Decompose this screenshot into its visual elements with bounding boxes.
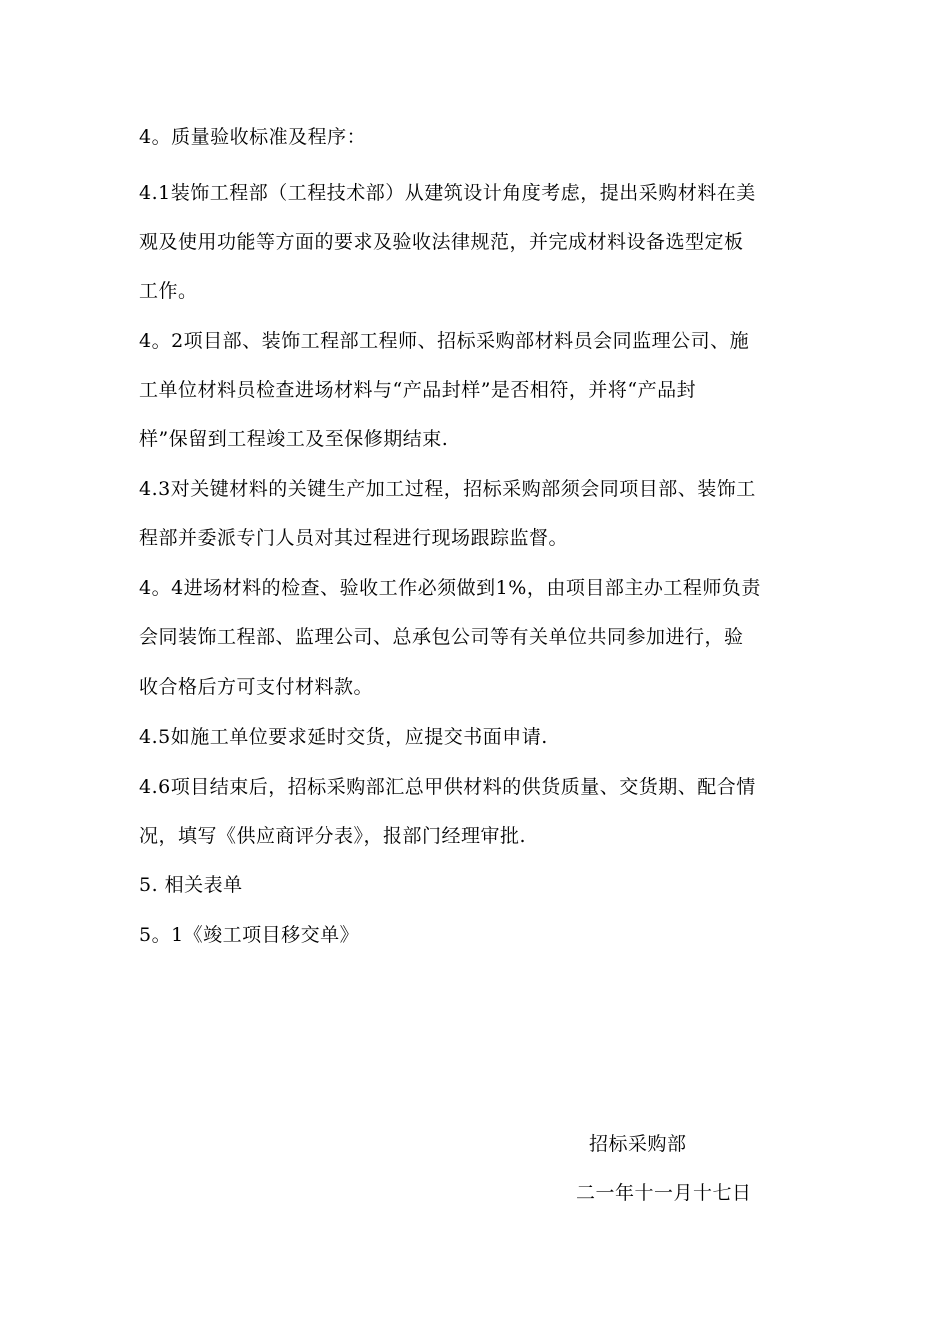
paragraph-4-1-line-2: 观及使用功能等方面的要求及验收法律规范，并完成材料设备选型定板 [139,231,744,253]
section-4-heading: 4。质量验收标准及程序： [139,126,367,148]
paragraph-4-4-line-2: 会同装饰工程部、监理公司、总承包公司等有关单位共同参加进行，验 [139,626,744,648]
paragraph-5-1: 5。1《竣工项目移交单》 [139,924,360,946]
paragraph-4-1-line-1: 4.1装饰工程部（工程技术部）从建筑设计角度考虑，提出采购材料在美 [139,182,756,204]
paragraph-4-6-line-1: 4.6项目结束后，招标采购部汇总甲供材料的供货质量、交货期、配合情 [139,776,756,798]
paragraph-4-1-line-3: 工作。 [139,280,198,302]
paragraph-4-2-line-2: 工单位材料员检查进场材料与“产品封样”是否相符，并将“产品封 [139,379,697,401]
paragraph-4-2-line-1: 4。2项目部、装饰工程部工程师、招标采购部材料员会同监理公司、施 [139,330,750,352]
signature-date: 二一年十一月十七日 [576,1182,752,1204]
paragraph-4-5: 4.5如施工单位要求延时交货，应提交书面申请. [139,726,548,748]
paragraph-4-6-line-2: 况，填写《供应商评分表》，报部门经理审批. [139,825,527,847]
signature-department: 招标采购部 [589,1133,687,1155]
paragraph-4-2-line-3: 样”保留到工程竣工及至保修期结束. [139,428,449,450]
paragraph-4-4-line-1: 4。4进场材料的检查、验收工作必须做到1%，由项目部主办工程师负责 [139,577,761,599]
paragraph-4-3-line-2: 程部并委派专门人员对其过程进行现场跟踪监督。 [139,527,569,549]
paragraph-4-4-line-3: 收合格后方可支付材料款。 [139,676,374,698]
paragraph-4-3-line-1: 4.3对关键材料的关键生产加工过程，招标采购部须会同项目部、装饰工 [139,478,756,500]
section-5-heading: 5. 相关表单 [139,874,243,896]
